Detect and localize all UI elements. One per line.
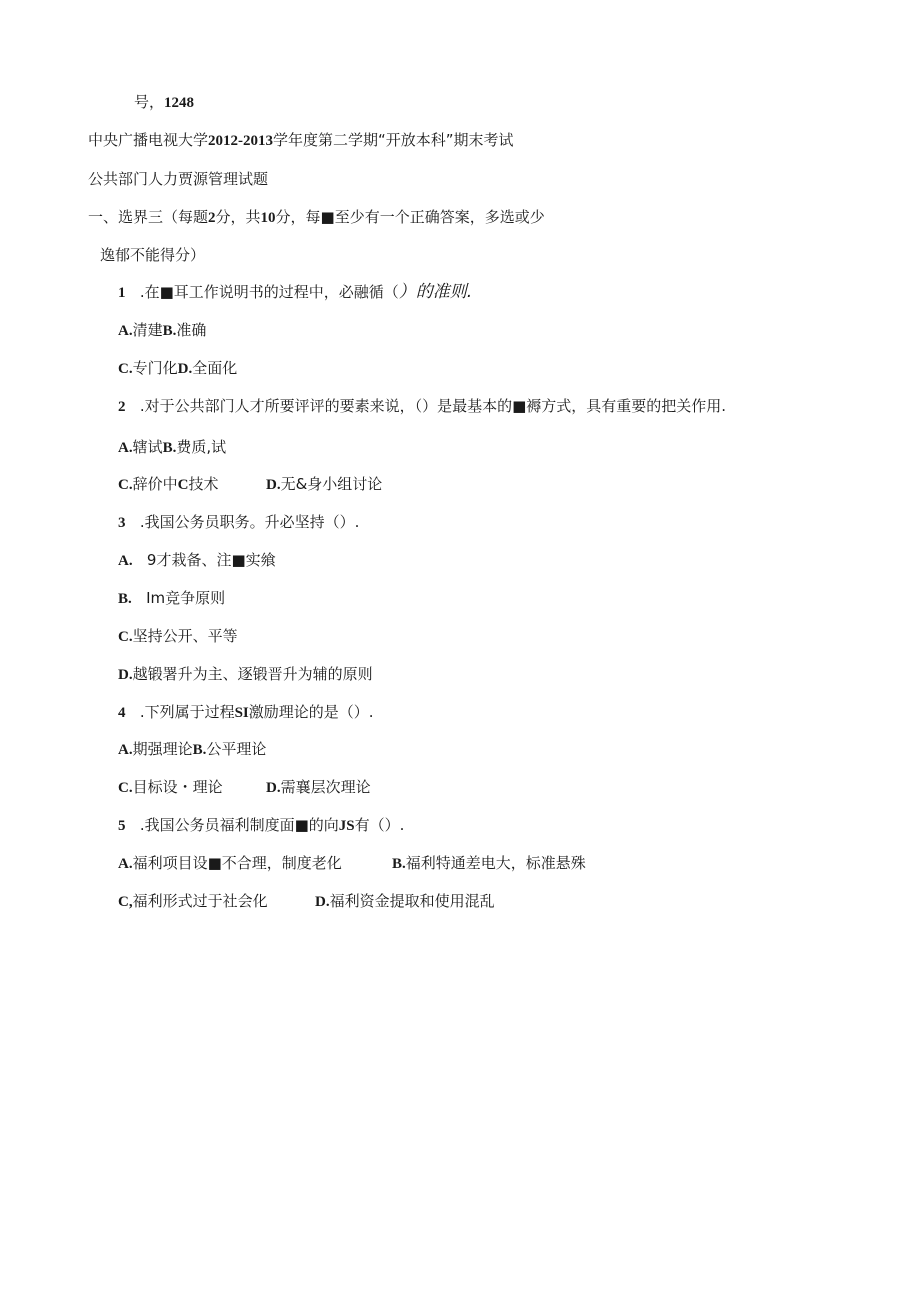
option-letter: A. xyxy=(118,856,133,872)
exam-title-prefix: 中央广播电视大学 xyxy=(88,131,209,149)
question-1-options-row-1 xyxy=(118,320,206,340)
option-letter: A. xyxy=(118,440,133,456)
question-number: 3 xyxy=(118,515,126,531)
question-3-option-b xyxy=(118,588,225,608)
question-5 xyxy=(118,815,404,835)
question-3 xyxy=(118,512,359,532)
option-b xyxy=(392,853,586,874)
question-4-options-row-2 xyxy=(118,777,438,797)
points-total: 10 xyxy=(260,210,276,226)
question-text: .在■耳工作说明书的过程中，必融循（ xyxy=(139,283,399,301)
question-number: 5 xyxy=(118,818,126,834)
option-letter: D. xyxy=(266,780,281,796)
question-5-options-row-2 xyxy=(118,891,538,911)
option-letter: D. xyxy=(177,361,193,377)
option-letter: C. xyxy=(118,477,133,493)
question-3-option-d xyxy=(118,664,373,684)
question-text-suffix: 有（）. xyxy=(354,816,405,834)
question-text-bold: SI xyxy=(234,705,249,721)
option-a xyxy=(118,853,342,874)
question-4 xyxy=(118,702,374,722)
option-text: 福利项目设■不合理，制度老化 xyxy=(132,854,342,872)
option-letter: B. xyxy=(162,323,177,339)
section-heading-prefix: 一、选界三（每题 xyxy=(88,208,209,226)
section-heading-mid1: 分，共 xyxy=(215,208,261,226)
question-text-tail: ）的准则. xyxy=(398,282,473,302)
option-letter: C. xyxy=(118,780,133,796)
exam-title xyxy=(88,130,514,150)
option-text: 越锻署升为主、逐锻晋升为辅的原则 xyxy=(132,665,373,683)
option-text: 准确 xyxy=(176,321,207,339)
option-letter: C xyxy=(177,477,189,493)
option-text: 专门化 xyxy=(132,359,178,377)
question-number: 1 xyxy=(118,285,126,301)
code-label: 号， xyxy=(134,93,165,111)
option-text: 辖试 xyxy=(132,438,163,456)
question-2 xyxy=(118,396,726,416)
option-d xyxy=(266,777,371,798)
option-text: 无&身小组讨论 xyxy=(280,475,383,493)
option-c xyxy=(118,777,223,798)
option-letter: A. xyxy=(118,323,133,339)
option-d xyxy=(315,891,495,912)
question-text: .对于公共部门人才所要评评的要素来说，（）是最基本的■褥方式，具有重要的把关作用. xyxy=(139,397,727,415)
option-letter: B. xyxy=(118,591,132,607)
option-text: 目标设・理论 xyxy=(132,778,223,796)
option-letter: D. xyxy=(315,894,330,910)
option-text: 清建 xyxy=(132,321,163,339)
option-letter: B. xyxy=(392,856,406,872)
option-letter: C. xyxy=(118,629,133,645)
section-heading xyxy=(88,207,545,227)
option-text: 需襄层次理论 xyxy=(280,778,371,796)
option-text: 全面化 xyxy=(192,359,238,377)
option-letter: A. xyxy=(118,553,133,569)
option-text: 坚持公开、平等 xyxy=(132,627,238,645)
option-letter: A. xyxy=(118,742,133,758)
question-1 xyxy=(118,282,472,302)
exam-title-suffix: 学年度第二学期“开放本科”期末考试 xyxy=(273,131,514,149)
question-text: .下列属于过程 xyxy=(139,703,235,721)
code-number: 1248 xyxy=(164,95,195,111)
question-text: .我国公务员福利制度面■的向 xyxy=(139,816,339,834)
option-text: Im竞争原则 xyxy=(146,589,226,607)
subject-title: 公共部门人力贾源管理试题 xyxy=(88,170,269,188)
question-2-options-row-1 xyxy=(118,437,226,457)
question-4-options-row-1 xyxy=(118,739,266,759)
option-c xyxy=(118,891,268,912)
option-text: 费质,试 xyxy=(176,438,227,456)
points-each: 2 xyxy=(208,210,216,226)
exam-title-year: 2012-2013 xyxy=(208,133,274,149)
question-text: .我国公务员职务。升必坚持（）. xyxy=(139,513,360,531)
question-text-suffix: 激励理论的是（）. xyxy=(248,703,374,721)
question-text-bold: JS xyxy=(338,818,355,834)
option-letter: D. xyxy=(266,477,281,493)
option-text: 福利形式过于社会化 xyxy=(132,892,268,910)
option-text: 技术 xyxy=(188,475,219,493)
exam-code xyxy=(134,92,194,112)
option-letter: D. xyxy=(118,667,133,683)
option-d xyxy=(266,474,382,495)
question-3-option-c xyxy=(118,626,238,646)
option-letter: C. xyxy=(118,361,133,377)
option-text: 福利特通差电大，标准悬殊 xyxy=(405,854,586,872)
question-1-options-row-2 xyxy=(118,358,237,378)
option-letter: B. xyxy=(192,742,207,758)
option-text: 辞价中 xyxy=(132,475,178,493)
option-text: 公平理论 xyxy=(206,740,267,758)
question-3-option-a xyxy=(118,550,276,570)
option-letter: B. xyxy=(162,440,177,456)
option-text: 期强理论 xyxy=(132,740,193,758)
question-number: 2 xyxy=(118,399,126,415)
question-2-options-row-2 xyxy=(118,474,418,494)
question-number: 4 xyxy=(118,705,126,721)
option-text: 福利资金提取和使用混乱 xyxy=(329,892,495,910)
option-letter: C, xyxy=(118,894,133,910)
section-heading-mid2: 分，每■至少有一个正确答案，多选或少 xyxy=(275,208,545,226)
option-c xyxy=(118,474,218,495)
section-heading-line2: 逸郁不能得分） xyxy=(100,246,206,264)
option-text: 9才栽备、注■实飨 xyxy=(146,551,276,569)
question-5-options-row-1 xyxy=(118,853,638,873)
